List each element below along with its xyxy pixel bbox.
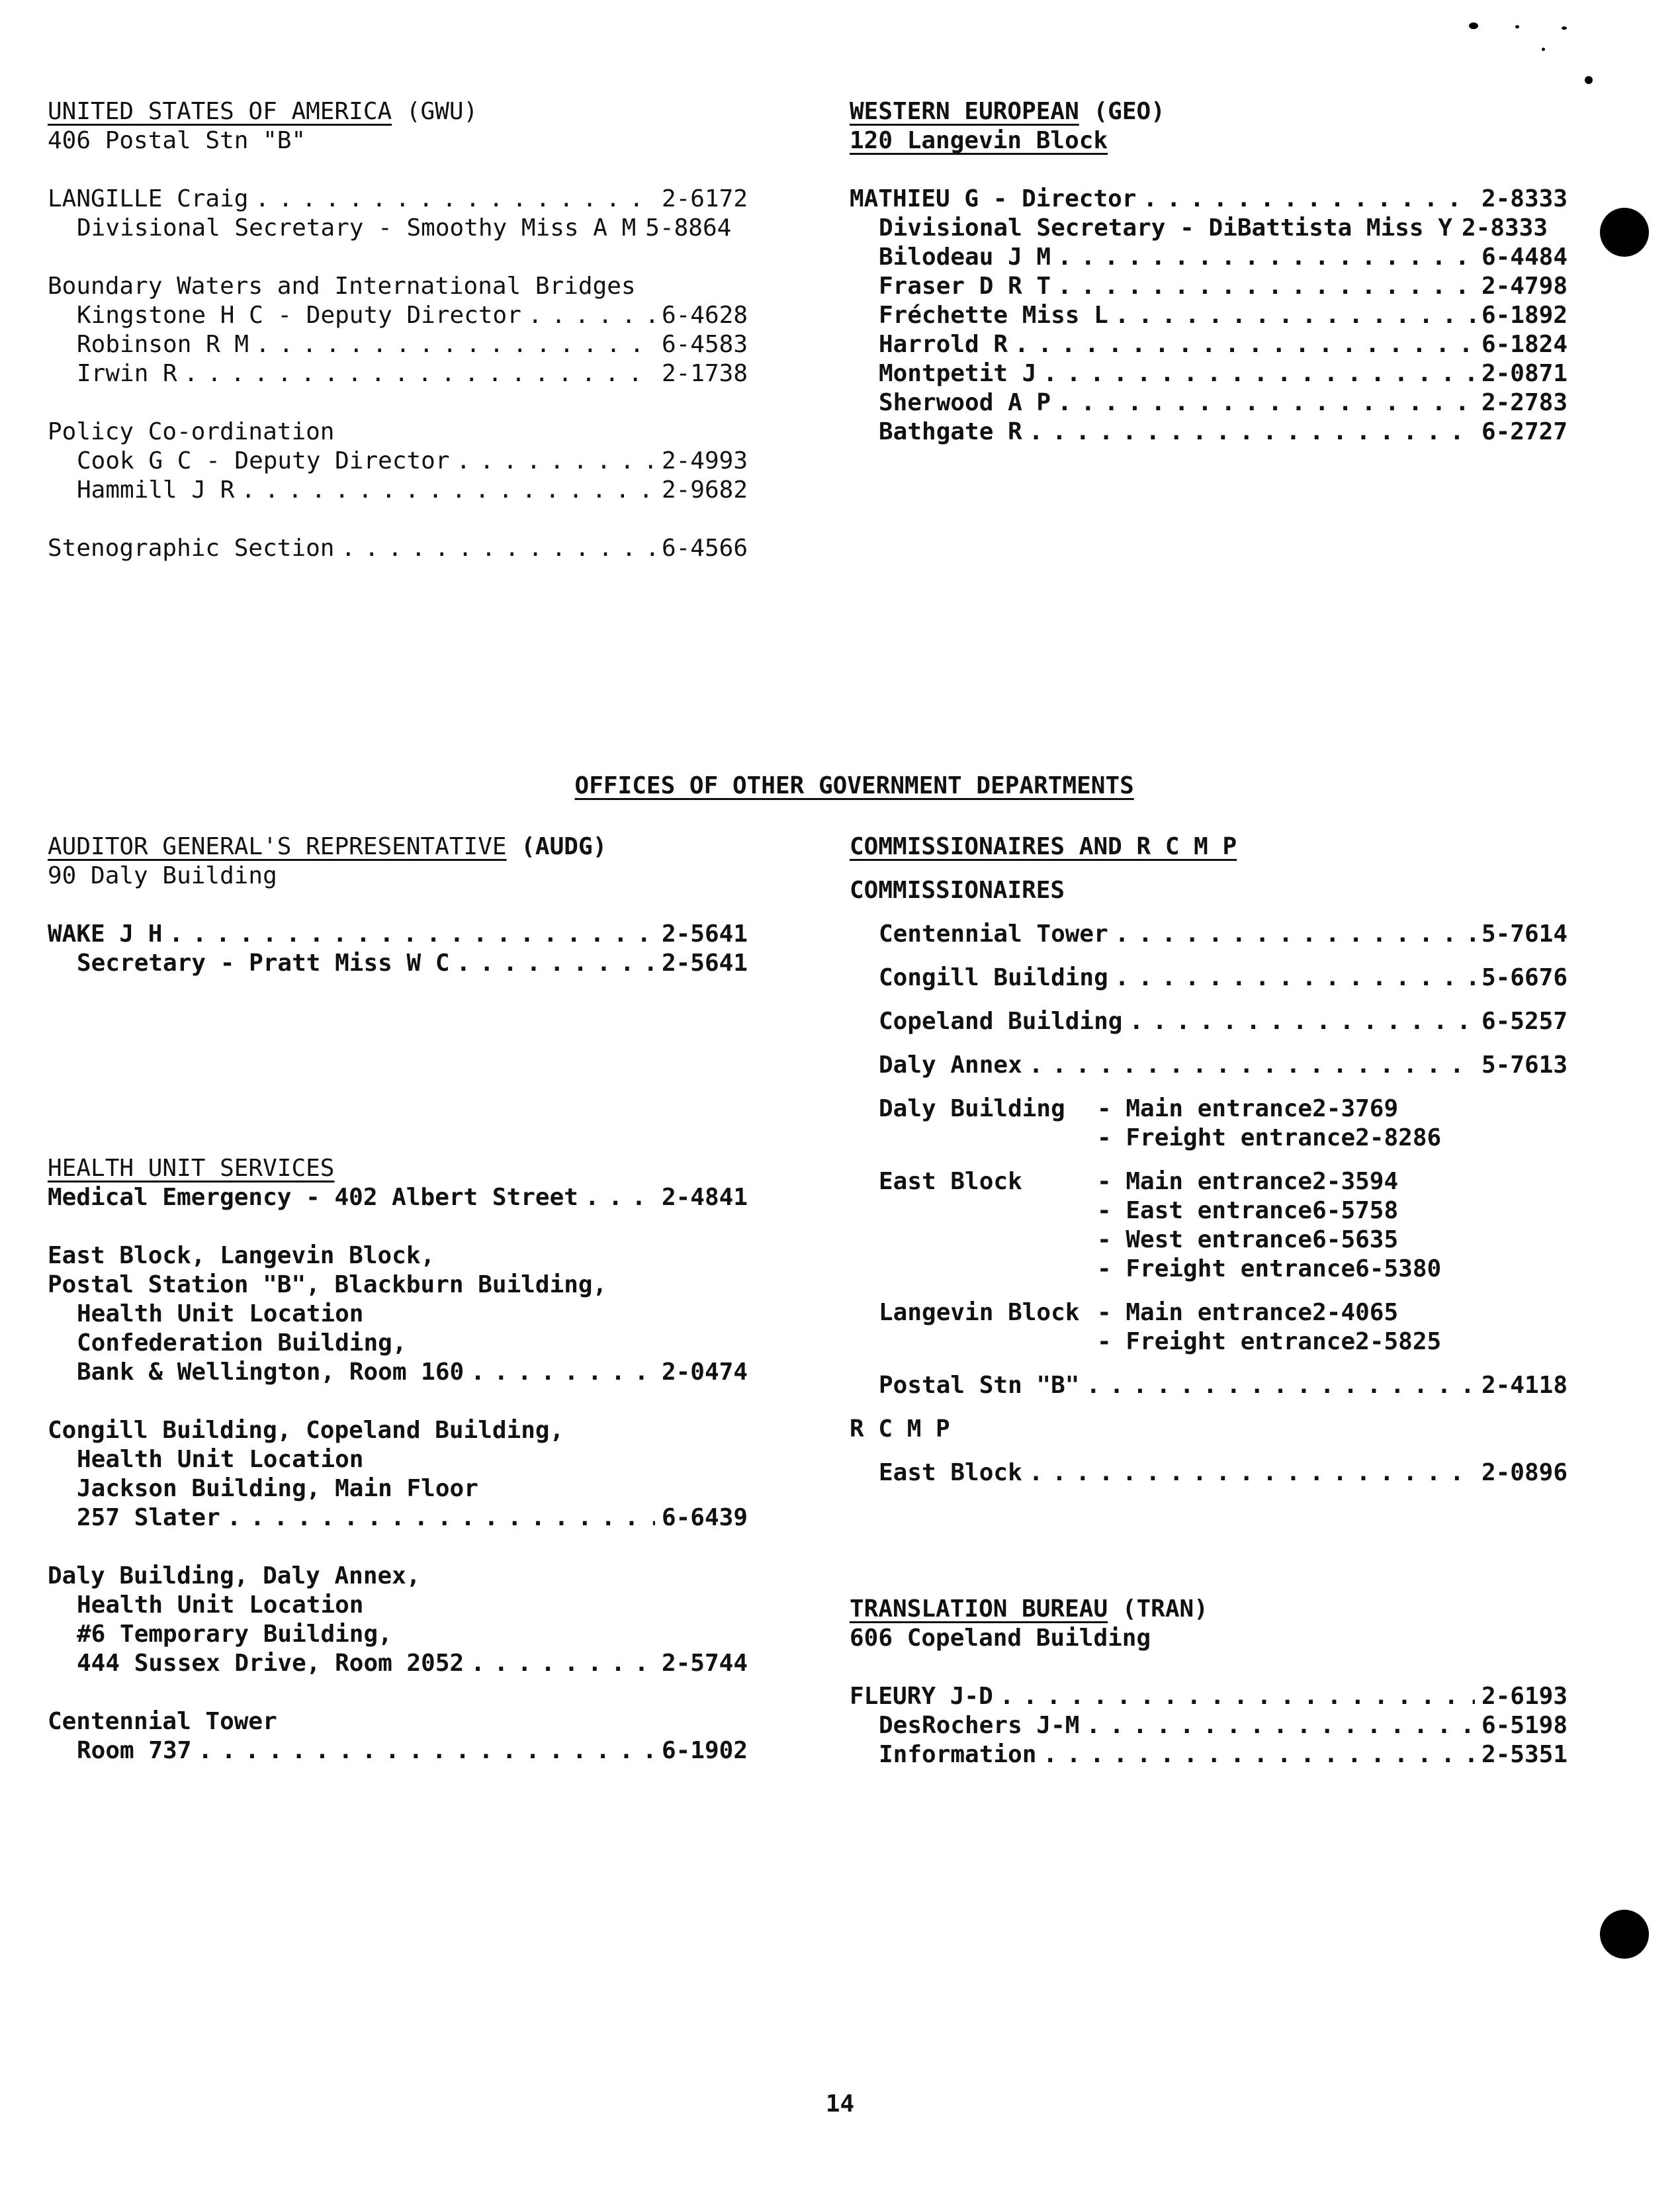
- directory-entry: MATHIEU G - Director . . . 2-8333: [850, 185, 1568, 214]
- directory-entry: WAKE J H . . . 2-5641: [48, 920, 748, 949]
- auditor-title: AUDITOR GENERAL'S REPRESENTATIVE: [48, 833, 507, 860]
- building-entry: - Freight entrance 2-8286: [1097, 1124, 1442, 1151]
- building-entry: - West entrance 6-5635: [1097, 1226, 1399, 1253]
- directory-entry: Information . . . 2-5351: [850, 1740, 1568, 1769]
- directory-entry: Divisional Secretary - Smoothy Miss A M 5-8864: [77, 214, 732, 242]
- directory-entry: Irwin R . . . 2-1738: [48, 359, 748, 388]
- punch-hole-icon: [1600, 1910, 1649, 1959]
- location-line: Health Unit Location: [77, 1300, 364, 1327]
- section-usa: [48, 97, 748, 563]
- directory-entry: Postal Stn "B" . . . 2-4118: [850, 1371, 1568, 1400]
- section-western-european: [850, 97, 1568, 447]
- directory-entry: Hammill J R . . . 2-9682: [48, 476, 748, 505]
- building-entry: - Freight entrance 2-5825: [1097, 1328, 1442, 1355]
- section-translation-bureau: [850, 1595, 1568, 1769]
- directory-entry: Medical Emergency - 402 Albert Street . . . 2-4841: [48, 1183, 748, 1212]
- directory-entry: Room 737 . . . 6-1902: [48, 1736, 748, 1765]
- usa-address: 406 Postal Stn "B": [48, 127, 306, 154]
- commissionaires-title: COMMISSIONAIRES AND R C M P: [850, 833, 1237, 860]
- building-entry: - Freight entrance 6-5380: [1097, 1255, 1442, 1282]
- directory-entry: 444 Sussex Drive, Room 2052 . . . 2-5744: [48, 1649, 748, 1678]
- directory-entry: Copeland Building . . . 6-5257: [850, 1007, 1568, 1036]
- translation-code: (TRAN): [1122, 1595, 1208, 1623]
- commissionaires-subheading: COMMISSIONAIRES: [850, 877, 1065, 904]
- directory-entry: Congill Building . . . 5-6676: [850, 963, 1568, 993]
- directory-entry: Stenographic Section . . . 6-4566: [48, 534, 748, 563]
- directory-entry: Daly Annex . . . 5-7613: [850, 1051, 1568, 1080]
- offices-heading: OFFICES OF OTHER GOVERNMENT DEPARTMENTS: [574, 772, 1134, 799]
- location-line: Postal Station "B", Blackburn Building,: [48, 1271, 607, 1298]
- building-entry: Daly Building - Main entrance 2-3769: [879, 1095, 1399, 1122]
- usa-title: UNITED STATES OF AMERICA: [48, 98, 392, 125]
- directory-entry: Robinson R M . . . 6-4583: [48, 330, 748, 359]
- translation-address: 606 Copeland Building: [850, 1625, 1151, 1652]
- translation-title: TRANSLATION BUREAU: [850, 1595, 1108, 1623]
- western-title: WESTERN EUROPEAN: [850, 98, 1079, 125]
- subsection-heading: Boundary Waters and International Bridges: [48, 273, 636, 300]
- location-line: Jackson Building, Main Floor: [77, 1475, 478, 1502]
- auditor-code: (AUDG): [521, 833, 607, 860]
- location-line: Daly Building, Daly Annex,: [48, 1562, 421, 1589]
- building-entry: Langevin Block - Main entrance 2-4065: [879, 1299, 1399, 1326]
- speck-icon: [1515, 25, 1519, 28]
- usa-code: (GWU): [406, 98, 478, 125]
- auditor-address: 90 Daly Building: [48, 862, 277, 889]
- directory-entry: Kingstone H C - Deputy Director . . . 6-4628: [48, 301, 748, 330]
- building-entry: East Block - Main entrance 2-3594: [879, 1168, 1399, 1195]
- building-entry: - East entrance 6-5758: [1097, 1197, 1399, 1224]
- directory-entry: DesRochers J-M . . . 6-5198: [850, 1711, 1568, 1740]
- subsection-heading: Policy Co-ordination: [48, 418, 335, 445]
- directory-entry: Centennial Tower . . . 5-7614: [850, 920, 1568, 949]
- directory-entry: Fraser D R T . . . 2-4798: [850, 272, 1568, 301]
- speck-icon: [1562, 26, 1567, 30]
- rcmp-subheading: R C M P: [850, 1415, 950, 1443]
- directory-entry: LANGILLE Craig . . . 2-6172: [48, 185, 748, 214]
- page-number: 14: [825, 2090, 855, 2118]
- location-line: Centennial Tower: [48, 1708, 277, 1735]
- section-commissionaires: [850, 832, 1568, 1488]
- western-address: 120 Langevin Block: [850, 127, 1108, 154]
- directory-entry: Divisional Secretary - DiBattista Miss Y 2-8333: [879, 214, 1548, 242]
- location-line: Congill Building, Copeland Building,: [48, 1417, 564, 1444]
- directory-entry: FLEURY J-D . . . 2-6193: [850, 1682, 1568, 1711]
- location-line: Health Unit Location: [77, 1446, 364, 1473]
- section-auditor-general: [48, 832, 748, 978]
- directory-entry: Cook G C - Deputy Director . . . 2-4993: [48, 447, 748, 476]
- directory-entry: Bank & Wellington, Room 160 . . . 2-0474: [48, 1358, 748, 1387]
- punch-hole-icon: [1600, 208, 1649, 257]
- location-line: East Block, Langevin Block,: [48, 1242, 435, 1269]
- directory-entry: Bathgate R . . . 6-2727: [850, 418, 1568, 447]
- directory-entry: Fréchette Miss L . . . 6-1892: [850, 301, 1568, 330]
- directory-entry: Harrold R . . . 6-1824: [850, 330, 1568, 359]
- directory-entry: Secretary - Pratt Miss W C . . . 2-5641: [48, 949, 748, 978]
- location-line: #6 Temporary Building,: [77, 1621, 392, 1648]
- speck-icon: [1469, 22, 1478, 29]
- health-title: HEALTH UNIT SERVICES: [48, 1155, 335, 1182]
- speck-icon: [1542, 48, 1545, 51]
- location-line: Confederation Building,: [77, 1329, 407, 1357]
- directory-entry: Bilodeau J M . . . 6-4484: [850, 243, 1568, 272]
- western-code: (GEO): [1093, 98, 1165, 125]
- directory-entry: Sherwood A P . . . 2-2783: [850, 388, 1568, 418]
- speck-icon: [1585, 76, 1593, 84]
- section-health-unit: [48, 1154, 748, 1765]
- location-line: Health Unit Location: [77, 1591, 364, 1619]
- directory-entry: East Block . . . 2-0896: [850, 1458, 1568, 1488]
- directory-entry: Montpetit J . . . 2-0871: [850, 359, 1568, 388]
- directory-entry: 257 Slater . . . 6-6439: [48, 1503, 748, 1533]
